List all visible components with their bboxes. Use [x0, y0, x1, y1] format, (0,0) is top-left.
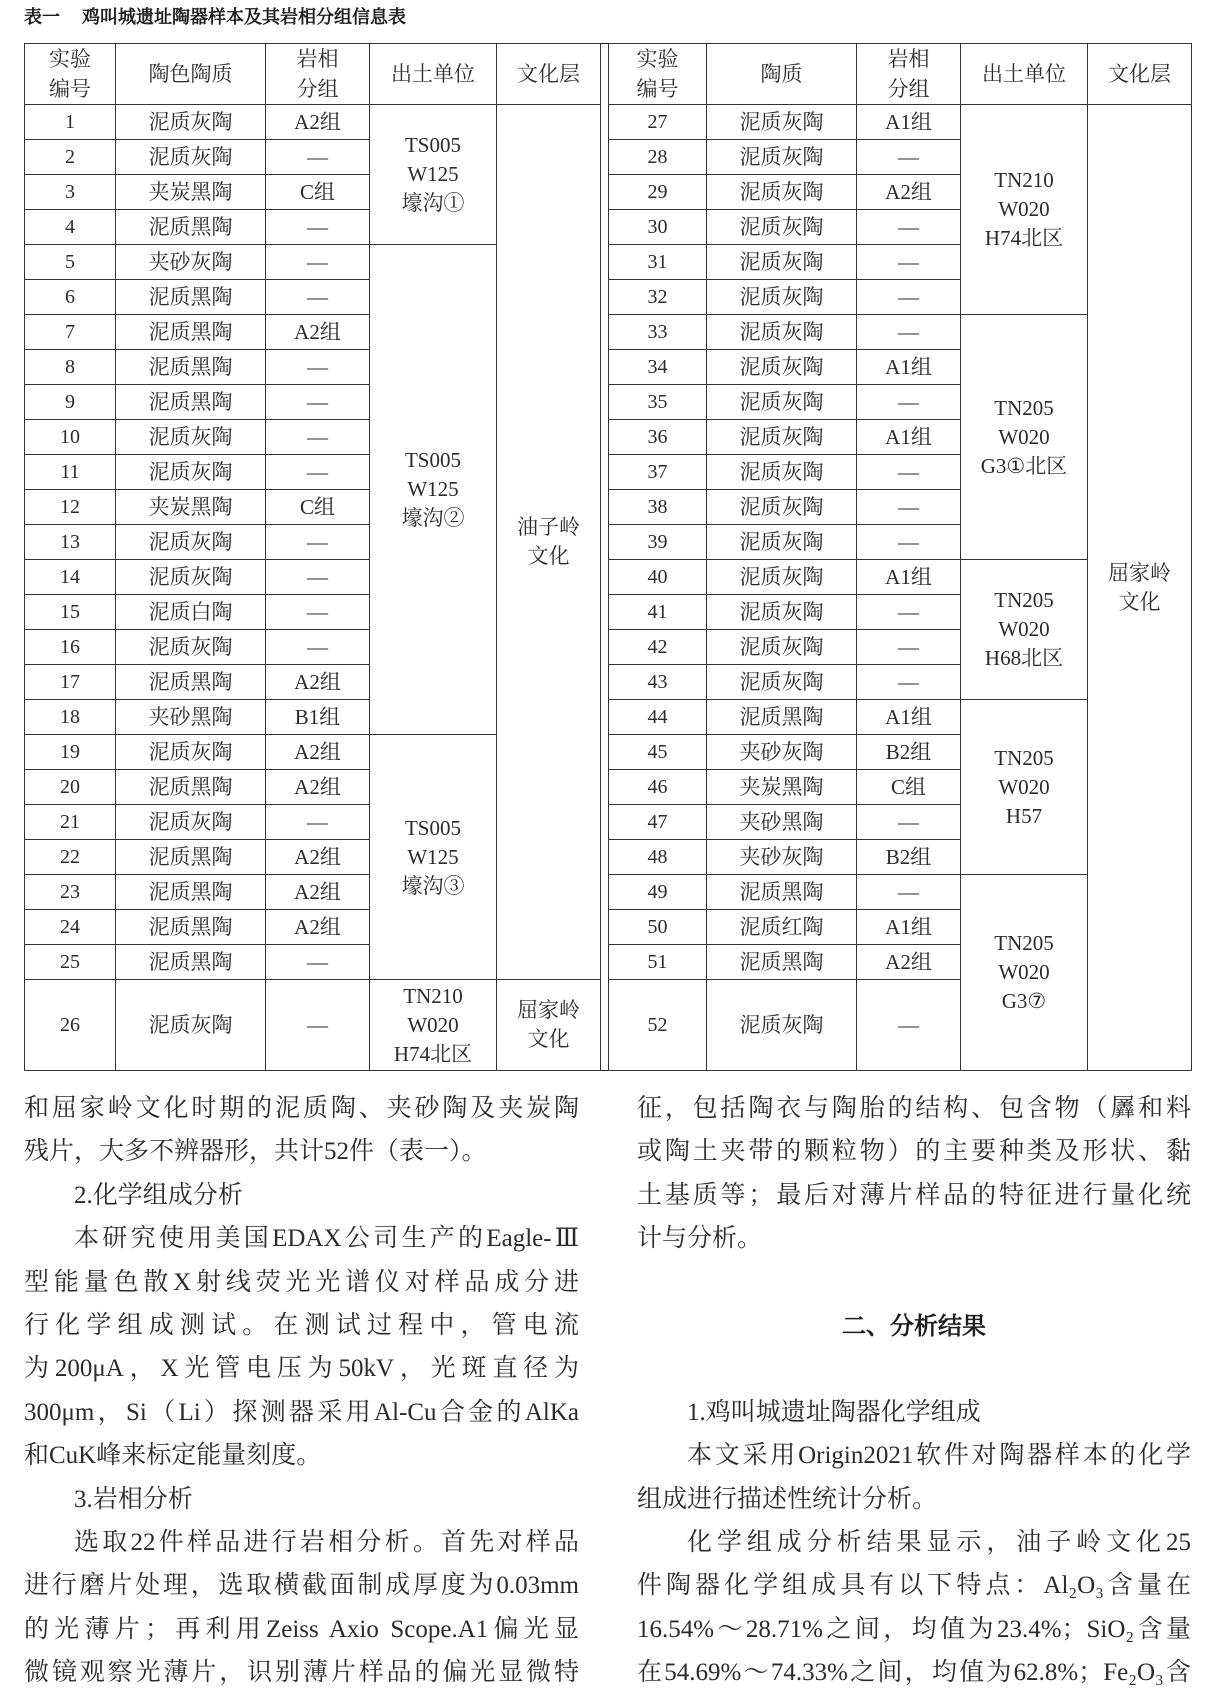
ware-type-cell: 泥质灰陶	[707, 560, 857, 595]
subsection-heading: 2.化学组成分析	[74, 1181, 243, 1209]
ware-type-cell: 泥质灰陶	[707, 420, 857, 455]
petrographic-group-cell: C组	[266, 175, 370, 210]
table-label: 表一	[24, 7, 60, 28]
sample-number-cell: 22	[25, 840, 116, 875]
ware-type-cell: 泥质灰陶	[707, 105, 857, 140]
ware-type-cell: 泥质灰陶	[707, 630, 857, 665]
petrographic-group-cell: A2组	[266, 665, 370, 700]
ware-type-cell: 夹砂灰陶	[707, 840, 857, 875]
sample-number-cell: 21	[25, 805, 116, 840]
body-text-line: 残片，大多不辨器形，共计52件（表一）。	[24, 1138, 487, 1166]
petrographic-group-cell: B1组	[266, 700, 370, 735]
sample-number-cell: 43	[609, 665, 707, 700]
sample-number-cell: 52	[609, 980, 707, 1071]
sample-number-cell: 25	[25, 945, 116, 980]
sample-number-cell: 5	[25, 245, 116, 280]
body-text-line: 和CuK峰来标定能量刻度。	[24, 1442, 322, 1470]
excavation-unit-cell: TN205 W020 H57	[961, 700, 1088, 875]
column-header: 文化层	[1088, 44, 1192, 105]
petrographic-group-cell: —	[857, 315, 961, 350]
table-caption	[24, 5, 406, 31]
sample-number-cell: 17	[25, 665, 116, 700]
petrographic-group-cell: —	[266, 595, 370, 630]
ware-type-cell: 泥质灰陶	[707, 315, 857, 350]
petrographic-group-cell: —	[857, 385, 961, 420]
ware-type-cell: 泥质黑陶	[116, 280, 266, 315]
body-text-line: 的光薄片；再利用Zeiss Axio Scope.A1偏光显	[24, 1615, 579, 1643]
petrographic-group-cell: A2组	[857, 175, 961, 210]
sample-number-cell: 4	[25, 210, 116, 245]
sample-number-cell: 24	[25, 910, 116, 945]
petrographic-group-cell: —	[266, 525, 370, 560]
sample-number-cell: 30	[609, 210, 707, 245]
subsection-heading: 3.岩相分析	[74, 1485, 193, 1513]
sample-number-cell: 13	[25, 525, 116, 560]
excavation-unit-cell: TS005 W125 壕沟①	[370, 105, 497, 245]
body-text-line: 和屈家岭文化时期的泥质陶、夹砂陶及夹炭陶	[24, 1095, 579, 1122]
sample-number-cell: 31	[609, 245, 707, 280]
sample-table	[24, 43, 1192, 1071]
petrographic-group-cell: —	[266, 630, 370, 665]
excavation-unit-cell: TN205 W020 G3①北区	[961, 315, 1088, 560]
sample-number-cell: 28	[609, 140, 707, 175]
petrographic-group-cell: A2组	[857, 945, 961, 980]
sample-number-cell: 12	[25, 490, 116, 525]
body-text-line: 土基质等；最后对薄片样品的特征进行量化统	[637, 1181, 1191, 1209]
petrographic-group-cell: B2组	[857, 840, 961, 875]
sample-number-cell: 27	[609, 105, 707, 140]
excavation-unit-cell: TN210 W020 H74北区	[961, 105, 1088, 315]
ware-type-cell: 泥质黑陶	[116, 210, 266, 245]
sample-number-cell: 38	[609, 490, 707, 525]
column-divider	[601, 44, 609, 1071]
petrographic-group-cell: —	[266, 245, 370, 280]
ware-type-cell: 夹砂黑陶	[116, 700, 266, 735]
table-header-row	[25, 44, 1192, 105]
sample-number-cell: 40	[609, 560, 707, 595]
ware-type-cell: 夹炭黑陶	[707, 770, 857, 805]
petrographic-group-cell: A2组	[266, 105, 370, 140]
subsection-heading: 1.鸡叫城遗址陶器化学组成	[687, 1398, 981, 1426]
excavation-unit-cell: TS005 W125 壕沟③	[370, 735, 497, 980]
sample-number-cell: 10	[25, 420, 116, 455]
ware-type-cell: 泥质灰陶	[707, 525, 857, 560]
sample-number-cell: 42	[609, 630, 707, 665]
ware-type-cell: 泥质灰陶	[116, 525, 266, 560]
body-text-line: 型能量色散X射线荧光光谱仪对样品成分进	[24, 1268, 579, 1296]
ware-type-cell: 夹砂黑陶	[707, 805, 857, 840]
section-heading: 二、分析结果	[842, 1311, 986, 1340]
ware-type-cell: 泥质灰陶	[707, 455, 857, 490]
petrographic-group-cell: —	[266, 560, 370, 595]
ware-type-cell: 泥质黑陶	[116, 385, 266, 420]
petrographic-group-cell: A1组	[857, 420, 961, 455]
column-header: 岩相 分组	[266, 44, 370, 105]
sample-number-cell: 49	[609, 875, 707, 910]
sample-number-cell: 14	[25, 560, 116, 595]
sample-number-cell: 36	[609, 420, 707, 455]
petrographic-group-cell: —	[266, 210, 370, 245]
ware-type-cell: 泥质灰陶	[116, 630, 266, 665]
sample-number-cell: 26	[25, 980, 116, 1071]
petrographic-group-cell: —	[266, 385, 370, 420]
ware-type-cell: 泥质灰陶	[707, 140, 857, 175]
petrographic-group-cell: A1组	[857, 910, 961, 945]
ware-type-cell: 泥质白陶	[116, 595, 266, 630]
ware-type-cell: 夹炭黑陶	[116, 175, 266, 210]
petrographic-group-cell: —	[857, 455, 961, 490]
column-header: 陶质	[707, 44, 857, 105]
petrographic-group-cell: —	[857, 875, 961, 910]
cultural-layer-cell: 油子岭 文化	[497, 105, 601, 980]
ware-type-cell: 泥质灰陶	[116, 560, 266, 595]
ware-type-cell: 泥质黑陶	[116, 770, 266, 805]
petrographic-group-cell: A1组	[857, 350, 961, 385]
sample-number-cell: 3	[25, 175, 116, 210]
ware-type-cell: 泥质灰陶	[116, 455, 266, 490]
ware-type-cell: 泥质红陶	[707, 910, 857, 945]
excavation-unit-cell: TS005 W125 壕沟②	[370, 245, 497, 735]
excavation-unit-cell: TN210 W020 H74北区	[370, 980, 497, 1071]
petrographic-group-cell: —	[857, 630, 961, 665]
sample-number-cell: 18	[25, 700, 116, 735]
petrographic-group-cell: —	[857, 595, 961, 630]
cultural-layer-cell: 屈家岭 文化	[1088, 105, 1192, 1071]
sample-table-body	[25, 44, 1192, 1071]
column-header: 岩相 分组	[857, 44, 961, 105]
sample-number-cell: 35	[609, 385, 707, 420]
ware-type-cell: 泥质黑陶	[116, 910, 266, 945]
petrographic-group-cell: B2组	[857, 735, 961, 770]
table-row	[25, 875, 1192, 910]
petrographic-group-cell: A2组	[266, 840, 370, 875]
ware-type-cell: 泥质灰陶	[707, 595, 857, 630]
petrographic-group-cell: —	[266, 805, 370, 840]
petrographic-group-cell: A2组	[266, 315, 370, 350]
sample-number-cell: 16	[25, 630, 116, 665]
petrographic-group-cell: —	[266, 455, 370, 490]
ware-type-cell: 夹炭黑陶	[116, 490, 266, 525]
ware-type-cell: 泥质黑陶	[116, 875, 266, 910]
petrographic-group-cell: —	[857, 525, 961, 560]
ware-type-cell: 泥质黑陶	[116, 945, 266, 980]
body-text-line: 微镜观察光薄片，识别薄片样品的偏光显微特	[24, 1659, 579, 1687]
cultural-layer-cell: 屈家岭 文化	[497, 980, 601, 1071]
ware-type-cell: 泥质灰陶	[116, 805, 266, 840]
ware-type-cell: 泥质黑陶	[116, 315, 266, 350]
ware-type-cell: 泥质灰陶	[707, 980, 857, 1071]
petrographic-group-cell: A2组	[266, 735, 370, 770]
petrographic-group-cell: A1组	[857, 700, 961, 735]
ware-type-cell: 泥质灰陶	[707, 210, 857, 245]
column-header: 实验 编号	[609, 44, 707, 105]
sample-number-cell: 9	[25, 385, 116, 420]
petrographic-group-cell: C组	[266, 490, 370, 525]
ware-type-cell: 夹砂灰陶	[116, 245, 266, 280]
table-row	[25, 700, 1192, 735]
sample-number-cell: 50	[609, 910, 707, 945]
table-row	[25, 560, 1192, 595]
body-text-line: 本研究使用美国EDAX公司生产的Eagle-Ⅲ	[74, 1225, 579, 1253]
ware-type-cell: 泥质灰陶	[707, 350, 857, 385]
sample-number-cell: 34	[609, 350, 707, 385]
body-text-line: 征，包括陶衣与陶胎的结构、包含物（羼和料	[637, 1095, 1191, 1122]
ware-type-cell: 泥质黑陶	[116, 665, 266, 700]
petrographic-group-cell: —	[266, 420, 370, 455]
petrographic-group-cell: —	[266, 140, 370, 175]
sample-number-cell: 39	[609, 525, 707, 560]
petrographic-group-cell: —	[857, 140, 961, 175]
body-text-line: 在54.69%～74.33%之间，均值为62.8%；Fe₂O₃含	[637, 1659, 1191, 1687]
ware-type-cell: 泥质灰陶	[116, 735, 266, 770]
body-text-line: 为200μA，X光管电压为50kV，光斑直径为	[24, 1355, 579, 1383]
sample-number-cell: 11	[25, 455, 116, 490]
petrographic-group-cell: C组	[857, 770, 961, 805]
ware-type-cell: 泥质灰陶	[707, 175, 857, 210]
right-text-column	[637, 1087, 1191, 1694]
body-text-line: 化学组成分析结果显示，油子岭文化25	[687, 1528, 1191, 1556]
body-text-line: 件陶器化学组成具有以下特点：Al₂O₃含量在	[637, 1572, 1191, 1600]
ware-type-cell: 泥质黑陶	[116, 840, 266, 875]
petrographic-group-cell: A1组	[857, 105, 961, 140]
body-text-line: 组成进行描述性统计分析。	[637, 1485, 938, 1513]
column-header: 实验 编号	[25, 44, 116, 105]
petrographic-group-cell: —	[857, 245, 961, 280]
sample-number-cell: 44	[609, 700, 707, 735]
petrographic-group-cell: A2组	[266, 770, 370, 805]
petrographic-group-cell: —	[857, 280, 961, 315]
petrographic-group-cell: —	[857, 665, 961, 700]
sample-number-cell: 7	[25, 315, 116, 350]
sample-number-cell: 47	[609, 805, 707, 840]
sample-number-cell: 29	[609, 175, 707, 210]
ware-type-cell: 泥质灰陶	[707, 385, 857, 420]
sample-number-cell: 15	[25, 595, 116, 630]
ware-type-cell: 泥质灰陶	[116, 140, 266, 175]
ware-type-cell: 泥质灰陶	[116, 105, 266, 140]
ware-type-cell: 泥质灰陶	[707, 245, 857, 280]
ware-type-cell: 夹砂灰陶	[707, 735, 857, 770]
column-header: 陶色陶质	[116, 44, 266, 105]
petrographic-group-cell: —	[266, 980, 370, 1071]
petrographic-group-cell: —	[857, 490, 961, 525]
sample-number-cell: 51	[609, 945, 707, 980]
sample-number-cell: 19	[25, 735, 116, 770]
sample-number-cell: 20	[25, 770, 116, 805]
ware-type-cell: 泥质黑陶	[116, 350, 266, 385]
ware-type-cell: 泥质灰陶	[116, 420, 266, 455]
body-text-line: 本文采用Origin2021软件对陶器样本的化学	[687, 1442, 1191, 1470]
table-row	[25, 105, 1192, 140]
body-text-line: 计与分析。	[637, 1225, 763, 1253]
sample-number-cell: 23	[25, 875, 116, 910]
ware-type-cell: 泥质灰陶	[116, 980, 266, 1071]
column-header: 文化层	[497, 44, 601, 105]
body-text-line: 选取22件样品进行岩相分析。首先对样品	[74, 1528, 579, 1556]
petrographic-group-cell: —	[857, 805, 961, 840]
petrographic-group-cell: —	[266, 945, 370, 980]
petrographic-group-cell: —	[857, 980, 961, 1071]
body-text-line: 16.54%～28.71%之间，均值为23.4%；SiO₂含量	[637, 1615, 1191, 1643]
excavation-unit-cell: TN205 W020 H68北区	[961, 560, 1088, 700]
sample-number-cell: 48	[609, 840, 707, 875]
petrographic-group-cell: A2组	[266, 875, 370, 910]
petrographic-group-cell: —	[857, 210, 961, 245]
body-text-line: 或陶土夹带的颗粒物）的主要种类及形状、黏	[637, 1138, 1191, 1166]
ware-type-cell: 泥质黑陶	[707, 875, 857, 910]
sample-number-cell: 45	[609, 735, 707, 770]
excavation-unit-cell: TN205 W020 G3⑦	[961, 875, 1088, 1071]
sample-number-cell: 37	[609, 455, 707, 490]
sample-number-cell: 8	[25, 350, 116, 385]
column-header: 出土单位	[961, 44, 1088, 105]
ware-type-cell: 泥质灰陶	[707, 280, 857, 315]
ware-type-cell: 泥质灰陶	[707, 665, 857, 700]
table-row	[25, 315, 1192, 350]
petrographic-group-cell: A2组	[266, 910, 370, 945]
body-text-line: 300μm，Si（Li）探测器采用Al-Cu合金的AlKa	[24, 1398, 579, 1426]
sample-number-cell: 33	[609, 315, 707, 350]
sample-number-cell: 2	[25, 140, 116, 175]
sample-number-cell: 1	[25, 105, 116, 140]
ware-type-cell: 泥质黑陶	[707, 945, 857, 980]
ware-type-cell: 泥质黑陶	[707, 700, 857, 735]
sample-number-cell: 41	[609, 595, 707, 630]
petrographic-group-cell: A1组	[857, 560, 961, 595]
body-text-line: 行化学组成测试。在测试过程中，管电流	[24, 1311, 579, 1339]
sample-number-cell: 46	[609, 770, 707, 805]
sample-number-cell: 32	[609, 280, 707, 315]
petrographic-group-cell: —	[266, 280, 370, 315]
column-header: 出土单位	[370, 44, 497, 105]
body-text-line: 进行磨片处理，选取横截面制成厚度为0.03mm	[24, 1572, 579, 1600]
petrographic-group-cell: —	[266, 350, 370, 385]
table-title: 鸡叫城遗址陶器样本及其岩相分组信息表	[82, 7, 406, 28]
left-text-column	[24, 1087, 579, 1694]
sample-number-cell: 6	[25, 280, 116, 315]
ware-type-cell: 泥质灰陶	[707, 490, 857, 525]
